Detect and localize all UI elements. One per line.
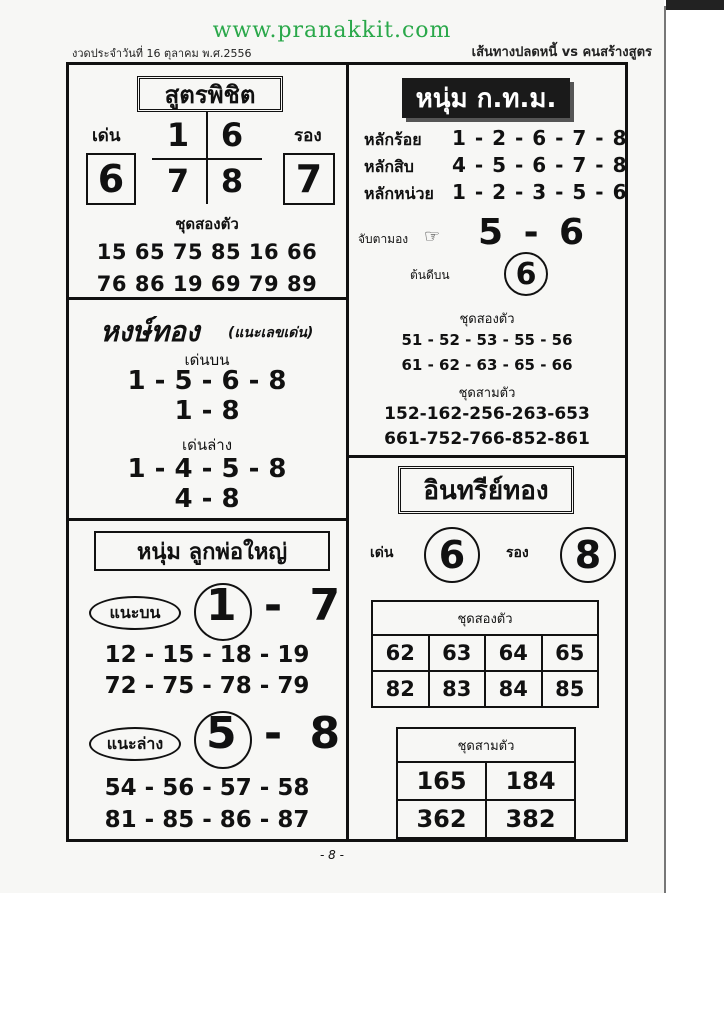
hong-thong-subtitle: (แนะเลขเด่น) bbox=[228, 325, 314, 341]
site-url: www.pranakkit.com bbox=[212, 18, 452, 43]
sut-phichit-pairs-row2: 76 86 19 69 79 89 bbox=[96, 272, 318, 296]
divider-right-1 bbox=[346, 455, 628, 458]
num-ktm-title-box bbox=[402, 78, 570, 118]
insi-thong-den: 6 bbox=[424, 527, 480, 583]
insi-thong-rong: 8 bbox=[560, 527, 616, 583]
hong-thong-top-main: 1 - 5 - 6 - 8 bbox=[127, 366, 287, 396]
num-ktm-hundreds: 1 - 2 - 6 - 7 - 8 bbox=[452, 126, 628, 150]
num-ktm-follow: 5 - 6 bbox=[478, 212, 589, 253]
num-luk-title: หนุ่ม ลูกพ่อใหญ่ bbox=[136, 539, 288, 565]
num-ktm-tens: 4 - 5 - 6 - 7 - 8 bbox=[452, 153, 628, 177]
triple-cell: 362 bbox=[397, 800, 486, 838]
num-ktm-pairs-row2: 61 - 62 - 63 - 65 - 66 bbox=[401, 356, 573, 374]
insi-thong-pairs-table bbox=[371, 600, 599, 708]
hong-thong-top-sub: 1 - 8 bbox=[174, 396, 240, 426]
divider-left-1 bbox=[66, 297, 348, 300]
num-luk-bottom-row1: 54 - 56 - 57 - 58 bbox=[104, 775, 310, 801]
triple-cell: 382 bbox=[486, 800, 575, 838]
sut-phichit-title: สูตรพิชิต bbox=[164, 80, 256, 109]
num-ktm-triples-row2: 661-752-766-852-861 bbox=[384, 429, 590, 449]
num-luk-top-row1: 12 - 15 - 18 - 19 bbox=[104, 642, 310, 668]
sut-phichit-pairs-title: ชุดสองตัว bbox=[175, 215, 239, 233]
sut-phichit-rong-box: 7 bbox=[283, 153, 335, 205]
sut-phichit-title-box bbox=[137, 76, 283, 112]
pair-cell: 63 bbox=[429, 635, 486, 671]
sut-phichit-den-box: 6 bbox=[86, 153, 136, 205]
num-ktm-pairs-row1: 51 - 52 - 53 - 55 - 56 bbox=[401, 331, 573, 349]
draw-date: งวดประจำวันที่ 16 ตุลาคม พ.ศ.2556 bbox=[72, 47, 252, 60]
pair-cell: 85 bbox=[542, 671, 599, 707]
sut-phichit-den-label: เด่น bbox=[92, 126, 121, 146]
hong-thong-top-label: เด่นบน bbox=[184, 351, 230, 369]
cross-bottom-right: 8 bbox=[220, 162, 244, 200]
column-title: เส้นทางปลดหนี้ vs คนสร้างสูตร bbox=[471, 45, 652, 60]
insi-thong-den-label: เด่น bbox=[370, 545, 394, 561]
pair-cell: 64 bbox=[485, 635, 542, 671]
insi-thong-triples-title: ชุดสามตัว bbox=[397, 728, 575, 762]
insi-thong-pairs-title: ชุดสองตัว bbox=[372, 601, 598, 635]
hong-thong-bottom-sub: 4 - 8 bbox=[174, 484, 240, 514]
num-luk-top-row2: 72 - 75 - 78 - 79 bbox=[104, 673, 310, 699]
num-ktm-root-label: ต้นดีบน bbox=[410, 268, 450, 282]
num-luk-top-main: 1 - 7 bbox=[206, 580, 347, 631]
corner-mark bbox=[666, 0, 724, 10]
insi-thong-rong-label: รอง bbox=[506, 545, 529, 561]
hong-thong-bottom-label: เด่นล่าง bbox=[181, 436, 233, 454]
sut-phichit-rong-label: รอง bbox=[294, 126, 322, 146]
cross-top-left: 1 bbox=[166, 116, 190, 154]
pair-cell: 65 bbox=[542, 635, 599, 671]
cross-horizontal bbox=[152, 158, 262, 160]
insi-thong-triples-table bbox=[396, 727, 576, 839]
hong-thong-bottom-main: 1 - 4 - 5 - 8 bbox=[127, 454, 287, 484]
hong-thong-title: หงษ์ทอง bbox=[100, 315, 200, 348]
sut-phichit-pairs-row1: 15 65 75 85 16 66 bbox=[96, 240, 318, 264]
num-ktm-units-label: หลักหน่วย bbox=[364, 184, 434, 203]
insi-thong-title-box bbox=[398, 466, 574, 514]
num-ktm-units: 1 - 2 - 3 - 5 - 6 bbox=[452, 180, 628, 204]
pair-cell: 83 bbox=[429, 671, 486, 707]
num-ktm-title: หนุ่ม ก.ท.ม. bbox=[415, 83, 557, 114]
num-ktm-hundreds-label: หลักร้อย bbox=[364, 130, 422, 149]
num-ktm-pairs-title: ชุดสองตัว bbox=[459, 312, 515, 327]
pair-cell: 82 bbox=[372, 671, 429, 707]
divider-left-2 bbox=[66, 518, 348, 521]
triple-cell: 184 bbox=[486, 762, 575, 800]
num-ktm-follow-label: จับตามอง bbox=[358, 232, 409, 246]
num-ktm-triples-title: ชุดสามตัว bbox=[458, 386, 516, 401]
num-ktm-root: 6 bbox=[504, 252, 548, 296]
pointing-hand-icon: ☞ bbox=[424, 226, 441, 247]
pair-cell: 84 bbox=[485, 671, 542, 707]
num-ktm-tens-label: หลักสิบ bbox=[364, 157, 414, 176]
page-number: - 8 - bbox=[320, 848, 344, 862]
triple-cell: 165 bbox=[397, 762, 486, 800]
num-luk-bottom-row2: 81 - 85 - 86 - 87 bbox=[104, 807, 310, 833]
pair-cell: 62 bbox=[372, 635, 429, 671]
num-ktm-triples-row1: 152-162-256-263-653 bbox=[384, 404, 590, 424]
page-edge bbox=[664, 6, 666, 893]
num-luk-bottom-tag: แนะล่าง bbox=[89, 727, 181, 761]
cross-bottom-left: 7 bbox=[166, 162, 190, 200]
insi-thong-title: อินทรีย์ทอง bbox=[423, 475, 549, 506]
num-luk-title-box bbox=[94, 531, 330, 571]
cross-top-right: 6 bbox=[220, 116, 244, 154]
num-luk-bottom-main: 5 - 8 bbox=[206, 708, 347, 759]
num-luk-top-tag: แนะบน bbox=[89, 596, 181, 630]
